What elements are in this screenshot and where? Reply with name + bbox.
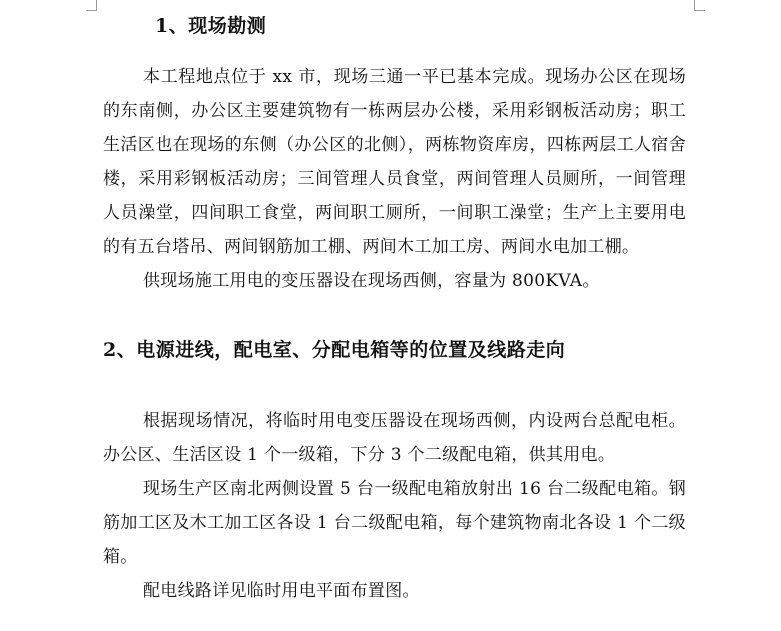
section-heading-site-survey: 1、现场勘测 xyxy=(155,15,267,37)
paragraph-production-area-boxes: 现场生产区南北两侧设置 5 台一级配电箱放射出 16 台二级配电箱。钢筋加工区及木工加工区各设 1 台二级配电箱，每个建筑物南北各设 1 个二级箱。 xyxy=(103,479,686,567)
page-margin-mark-left xyxy=(86,0,97,11)
paragraph-transformer: 供现场施工用电的变压器设在现场西侧，容量为 800KVA。 xyxy=(143,271,600,291)
paragraph-wiring-reference: 配电线路详见临时用电平面布置图。 xyxy=(143,581,420,601)
paragraph-distribution-cabinets: 根据现场情况，将临时用电变压器设在现场西侧，内设两台总配电柜。办公区、生活区设 1 个一级箱，下分 3 个二级配电箱，供其用电。 xyxy=(103,411,686,465)
document-body xyxy=(103,12,686,608)
page-margin-mark-right xyxy=(694,0,705,11)
section-heading-power-routing: 2、电源进线，配电室、分配电箱等的位置及线路走向 xyxy=(103,339,566,361)
paragraph-site-description: 本工程地点位于 xx 市，现场三通一平已基本完成。现场办公区在现场的东南侧，办公区主要建筑物有一栋两层办公楼，采用彩钢板活动房；职工生活区也在现场的东侧（办公区的北侧），两栋物资库房，四栋两层工人宿舍楼，采用彩钢板活动房；三间管理人员食堂，两间管理人员厕所，一间管理人员澡堂，四间职工食堂，两间职工厕所，一间职工澡堂；生产上主要用电的有五台塔吊、两间钢筋加工棚、两间木工加工房、两间水电加工棚。 xyxy=(103,67,686,257)
